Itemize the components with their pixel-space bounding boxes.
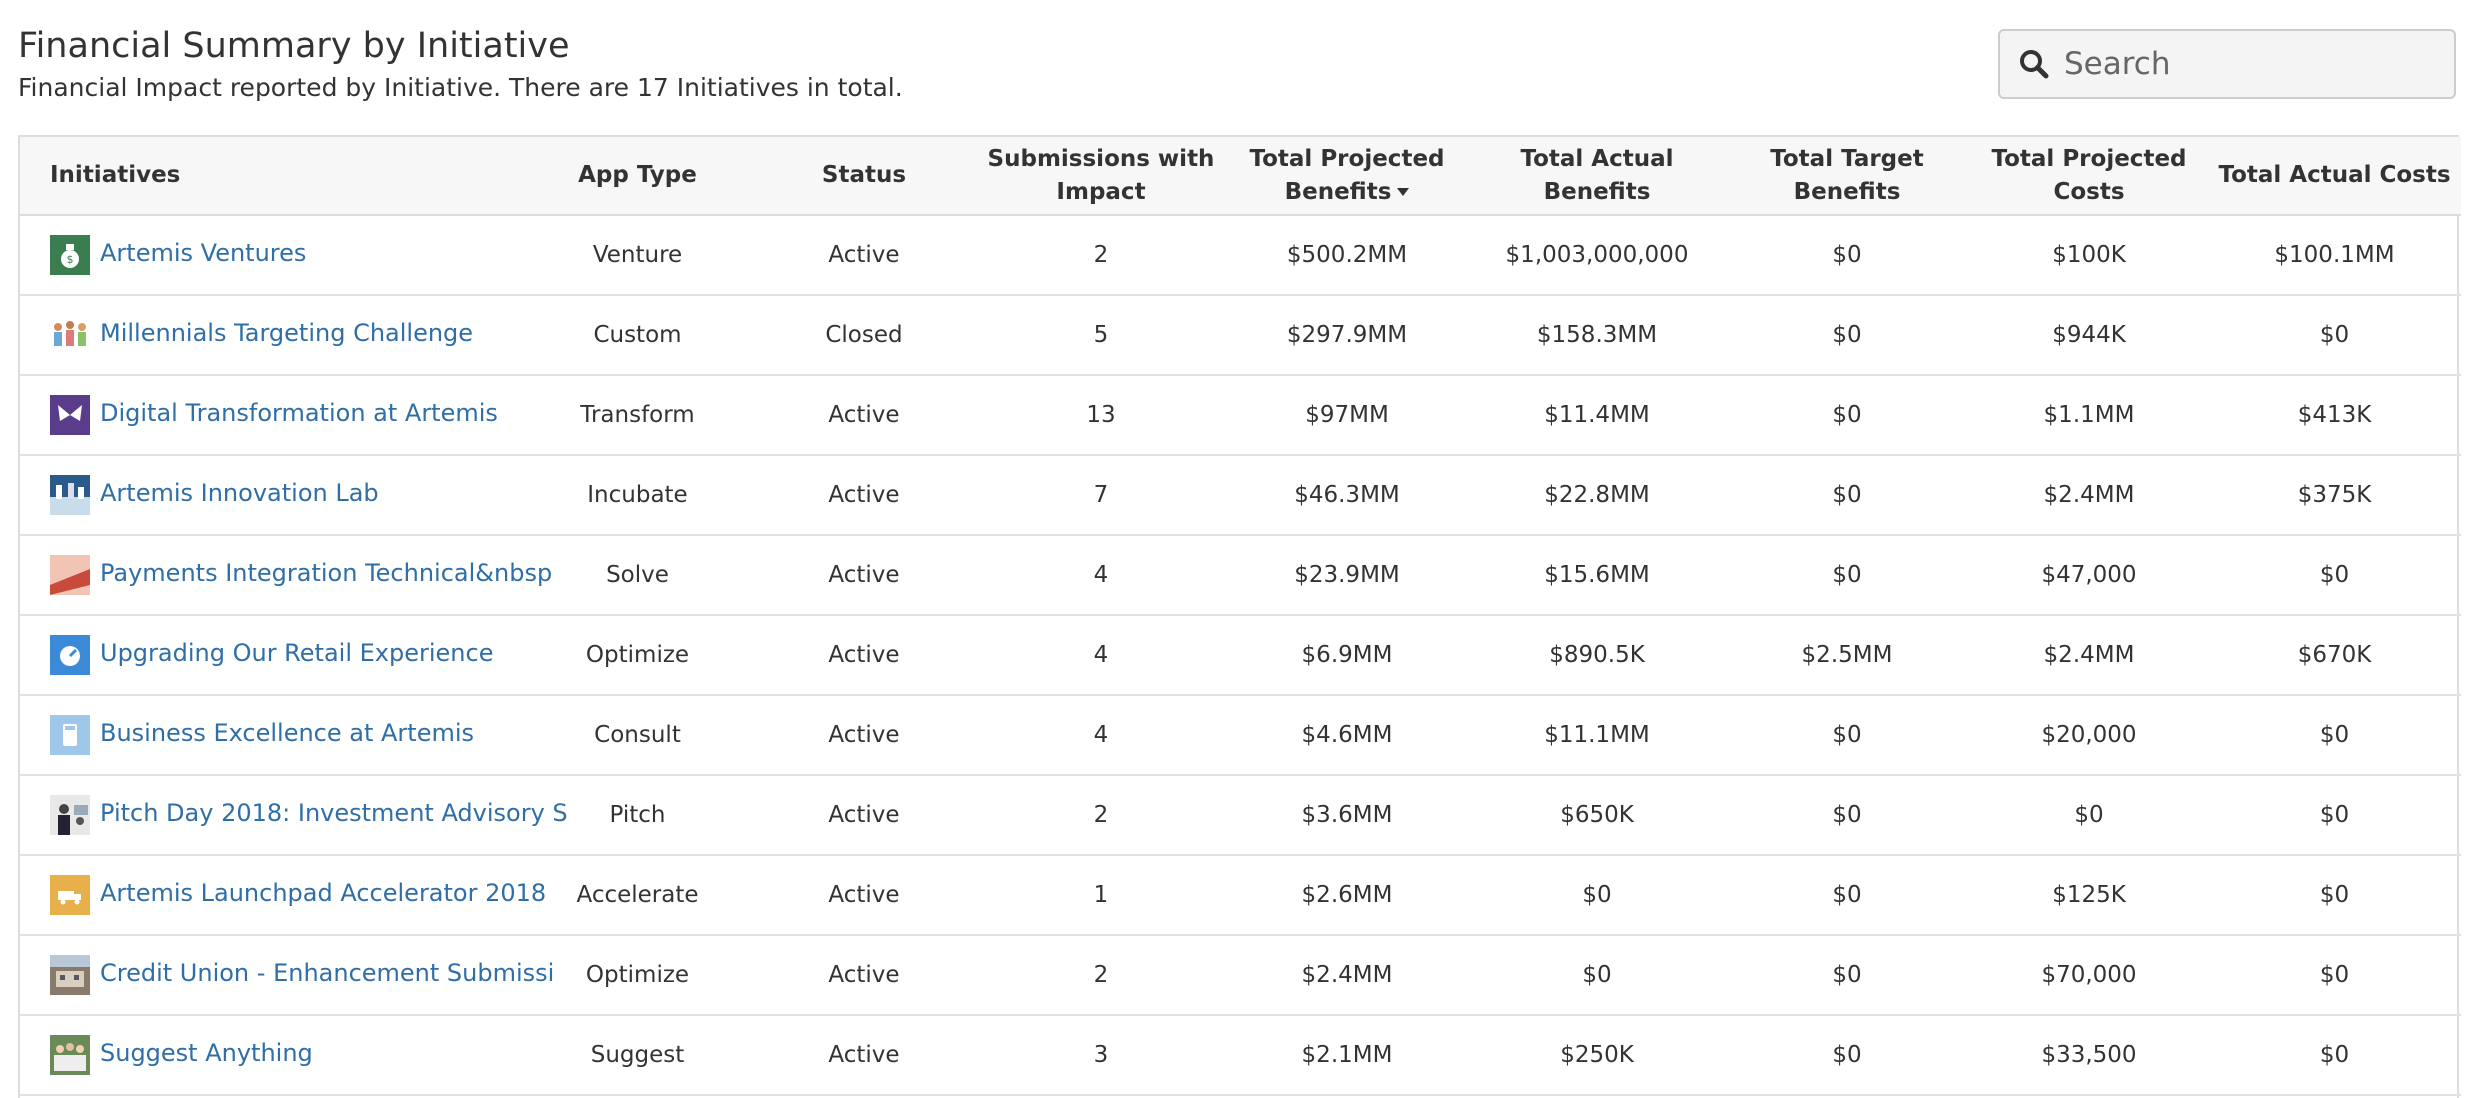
- table-header-row: [20, 137, 2461, 215]
- search-box[interactable]: [1998, 29, 2456, 99]
- target-benefits-cell: $0: [1724, 295, 1970, 375]
- initiative-cell: [20, 615, 525, 695]
- initiative-cell: [20, 295, 525, 375]
- submissions-cell: 1: [978, 855, 1224, 935]
- actual-benefits-cell: $11.1MM: [1470, 695, 1724, 775]
- group-photo-icon: [50, 1035, 90, 1075]
- target-benefits-cell: $0: [1724, 775, 1970, 855]
- page-title: Financial Summary by Initiative: [18, 26, 570, 66]
- column-header-total-target-benefits[interactable]: Total Target Benefits: [1724, 137, 1970, 215]
- projected-benefits-cell: $2.4MM: [1224, 935, 1470, 1015]
- app-type-cell: Optimize: [525, 935, 750, 1015]
- initiative-link[interactable]: Pitch Day 2018: Investment Advisory S: [100, 799, 568, 827]
- projected-costs-cell: $1.1MM: [1970, 375, 2208, 455]
- initiative-cell: [20, 215, 525, 295]
- money-bag-icon: [50, 235, 90, 275]
- projected-benefits-cell: $2.6MM: [1224, 855, 1470, 935]
- financial-summary-table: [18, 135, 2459, 1098]
- status-cell: Active: [750, 215, 978, 295]
- submissions-cell: 4: [978, 535, 1224, 615]
- app-type-cell: Venture: [525, 215, 750, 295]
- initiative-cell: [20, 375, 525, 455]
- submissions-cell: 2: [978, 215, 1224, 295]
- projected-costs-cell: $0: [1970, 775, 2208, 855]
- lab-photo-icon: [50, 475, 90, 515]
- projected-benefits-cell: $2.1MM: [1224, 1015, 1470, 1095]
- table-row: [20, 375, 2461, 455]
- payments-icon: [50, 555, 90, 595]
- actual-benefits-cell: $650K: [1470, 775, 1724, 855]
- target-benefits-cell: $2.5MM: [1724, 615, 1970, 695]
- actual-costs-cell: $0: [2208, 535, 2461, 615]
- column-header-status[interactable]: Status: [750, 137, 978, 215]
- status-cell: Active: [750, 935, 978, 1015]
- calculator-icon: [50, 715, 90, 755]
- projected-costs-cell: $33,500: [1970, 1015, 2208, 1095]
- actual-benefits-cell: $15.6MM: [1470, 535, 1724, 615]
- table-row: [20, 1015, 2461, 1095]
- actual-benefits-cell: $1,003,000,000: [1470, 215, 1724, 295]
- actual-benefits-cell: $11.4MM: [1470, 375, 1724, 455]
- actual-costs-cell: $0: [2208, 695, 2461, 775]
- initiative-link[interactable]: Millennials Targeting Challenge: [100, 319, 474, 347]
- status-cell: Active: [750, 695, 978, 775]
- column-header-label: Total Projected Benefits: [1249, 145, 1445, 205]
- target-benefits-cell: $0: [1724, 695, 1970, 775]
- column-header-total-actual-benefits[interactable]: Total Actual Benefits: [1470, 137, 1724, 215]
- projected-benefits-cell: $4.6MM: [1224, 695, 1470, 775]
- actual-costs-cell: $0: [2208, 775, 2461, 855]
- status-cell: Active: [750, 375, 978, 455]
- table-row: [20, 935, 2461, 1015]
- initiative-cell: [20, 855, 547, 935]
- butterfly-icon: [50, 395, 90, 435]
- page-subtitle: Financial Impact reported by Initiative. There are 17 Initiatives in total.: [18, 73, 903, 102]
- app-type-cell: Custom: [525, 295, 750, 375]
- page-header: [18, 22, 903, 106]
- column-header-total-projected-benefits[interactable]: [1224, 137, 1470, 215]
- column-header-total-projected-costs[interactable]: Total Projected Costs: [1970, 137, 2208, 215]
- target-benefits-cell: $0: [1724, 1015, 1970, 1095]
- actual-costs-cell: $0: [2208, 855, 2461, 935]
- target-benefits-cell: $0: [1724, 455, 1970, 535]
- initiative-link[interactable]: Payments Integration Technical&nbsp: [100, 559, 553, 587]
- app-type-cell: Optimize: [525, 615, 750, 695]
- svg-text:$: $: [66, 253, 74, 266]
- target-benefits-cell: $0: [1724, 935, 1970, 1015]
- gauge-icon: [50, 635, 90, 675]
- truck-icon: [50, 875, 90, 915]
- status-cell: Closed: [750, 295, 978, 375]
- actual-costs-cell: $375K: [2208, 455, 2461, 535]
- initiative-link[interactable]: Artemis Innovation Lab: [100, 479, 379, 507]
- initiative-cell: [20, 455, 525, 535]
- pitch-photo-icon: [50, 795, 90, 835]
- table-row: [20, 695, 2461, 775]
- initiative-link[interactable]: Artemis Ventures: [100, 239, 307, 267]
- initiative-cell: [20, 695, 525, 775]
- app-type-cell: Incubate: [525, 455, 750, 535]
- target-benefits-cell: $0: [1724, 375, 1970, 455]
- actual-benefits-cell: $0: [1470, 935, 1724, 1015]
- initiative-link[interactable]: Suggest Anything: [100, 1039, 313, 1067]
- projected-benefits-cell: $500.2MM: [1224, 215, 1470, 295]
- submissions-cell: 13: [978, 375, 1224, 455]
- projected-costs-cell: $70,000: [1970, 935, 2208, 1015]
- building-photo-icon: [50, 955, 90, 995]
- target-benefits-cell: $0: [1724, 855, 1970, 935]
- status-cell: Active: [750, 455, 978, 535]
- actual-costs-cell: $0: [2208, 295, 2461, 375]
- actual-benefits-cell: $22.8MM: [1470, 455, 1724, 535]
- status-cell: Active: [750, 855, 978, 935]
- table-row: [20, 295, 2461, 375]
- table-row: [20, 455, 2461, 535]
- app-type-cell: Transform: [525, 375, 750, 455]
- table-row: [20, 615, 2461, 695]
- projected-benefits-cell: $97MM: [1224, 375, 1470, 455]
- actual-costs-cell: $0: [2208, 1015, 2461, 1095]
- projected-benefits-cell: $46.3MM: [1224, 455, 1470, 535]
- submissions-cell: 2: [978, 775, 1224, 855]
- actual-costs-cell: $0: [2208, 935, 2461, 1015]
- table-row: [20, 215, 2461, 295]
- initiative-cell: [20, 935, 555, 1015]
- target-benefits-cell: $0: [1724, 535, 1970, 615]
- actual-costs-cell: $413K: [2208, 375, 2461, 455]
- projected-costs-cell: $2.4MM: [1970, 615, 2208, 695]
- initiative-link[interactable]: Artemis Launchpad Accelerator 2018: [100, 879, 547, 907]
- status-cell: Active: [750, 615, 978, 695]
- app-type-cell: Solve: [525, 535, 750, 615]
- submissions-cell: 4: [978, 615, 1224, 695]
- actual-benefits-cell: $158.3MM: [1470, 295, 1724, 375]
- table-row: [20, 535, 2461, 615]
- submissions-cell: 2: [978, 935, 1224, 1015]
- submissions-cell: 7: [978, 455, 1224, 535]
- table-row: [20, 775, 2461, 855]
- projected-costs-cell: $944K: [1970, 295, 2208, 375]
- table-row: [20, 855, 2461, 935]
- status-cell: Active: [750, 775, 978, 855]
- projected-benefits-cell: $23.9MM: [1224, 535, 1470, 615]
- projected-costs-cell: $2.4MM: [1970, 455, 2208, 535]
- app-type-cell: Suggest: [525, 1015, 750, 1095]
- actual-benefits-cell: $0: [1470, 855, 1724, 935]
- projected-costs-cell: $47,000: [1970, 535, 2208, 615]
- submissions-cell: 3: [978, 1015, 1224, 1095]
- actual-benefits-cell: $250K: [1470, 1015, 1724, 1095]
- actual-benefits-cell: $890.5K: [1470, 615, 1724, 695]
- projected-benefits-cell: $6.9MM: [1224, 615, 1470, 695]
- initiative-link[interactable]: Digital Transformation at Artemis: [100, 399, 498, 427]
- initiative-cell: [20, 535, 553, 615]
- projected-costs-cell: $20,000: [1970, 695, 2208, 775]
- actual-costs-cell: $100.1MM: [2208, 215, 2461, 295]
- people-icon: [50, 315, 90, 355]
- projected-benefits-cell: $297.9MM: [1224, 295, 1470, 375]
- projected-costs-cell: $100K: [1970, 215, 2208, 295]
- status-cell: Active: [750, 1015, 978, 1095]
- search-input[interactable]: [2064, 46, 2434, 82]
- column-header-initiatives[interactable]: Initiatives: [20, 137, 525, 215]
- projected-benefits-cell: $3.6MM: [1224, 775, 1470, 855]
- status-cell: Active: [750, 535, 978, 615]
- actual-costs-cell: $670K: [2208, 615, 2461, 695]
- initiative-link[interactable]: Business Excellence at Artemis: [100, 719, 475, 747]
- app-type-cell: Accelerate: [525, 855, 750, 935]
- column-header-submissions[interactable]: Submissions with Impact: [978, 137, 1224, 215]
- sort-descending-icon: [1397, 188, 1409, 196]
- submissions-cell: 4: [978, 695, 1224, 775]
- app-type-cell: Pitch: [525, 775, 750, 855]
- column-header-app-type[interactable]: App Type: [525, 137, 750, 215]
- app-type-cell: Consult: [525, 695, 750, 775]
- submissions-cell: 5: [978, 295, 1224, 375]
- projected-costs-cell: $125K: [1970, 855, 2208, 935]
- initiative-link[interactable]: Credit Union - Enhancement Submissi: [100, 959, 555, 987]
- initiative-cell: [20, 1015, 525, 1095]
- initiative-link[interactable]: Upgrading Our Retail Experience: [100, 639, 494, 667]
- target-benefits-cell: $0: [1724, 215, 1970, 295]
- initiative-cell: [20, 775, 568, 855]
- search-icon: [2018, 48, 2050, 80]
- column-header-total-actual-costs[interactable]: Total Actual Costs: [2208, 137, 2461, 215]
